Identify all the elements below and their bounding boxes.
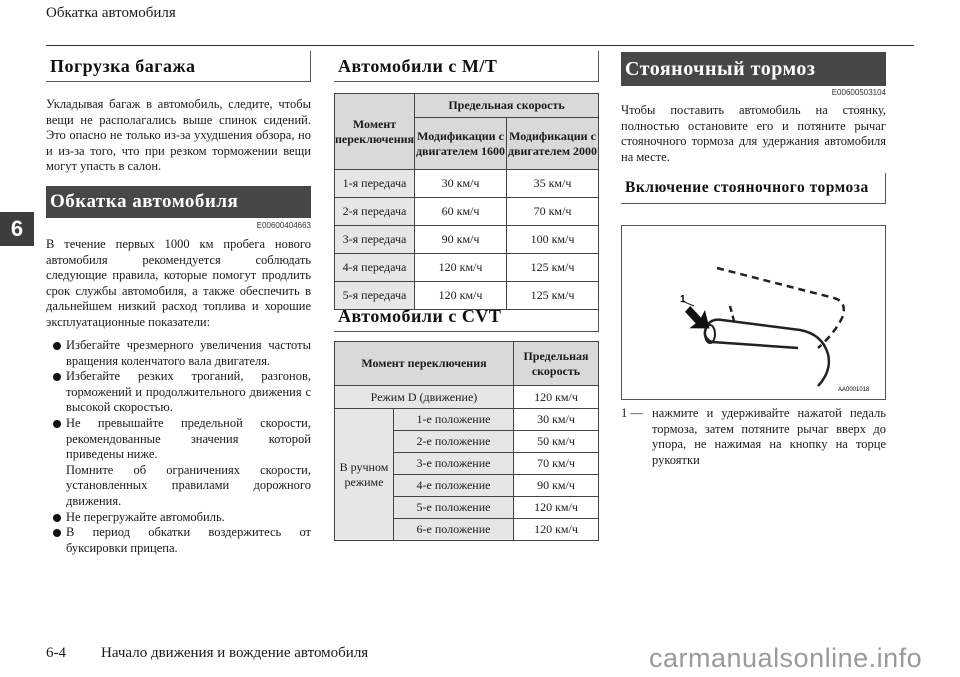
table-row	[335, 254, 599, 282]
cvt-cell-speed: 30 км/ч	[514, 409, 599, 431]
parking-lever-illustration	[622, 226, 885, 399]
heading-break-in: Обкатка автомобиля	[46, 186, 311, 218]
cvt-cell-speed: 50 км/ч	[514, 431, 599, 453]
mt-cell-1600: 60 км/ч	[415, 198, 507, 226]
bullet-dot	[53, 529, 61, 537]
lever-handle-lower	[705, 328, 798, 348]
mt-cell-1600: 120 км/ч	[415, 282, 507, 310]
mt-col-1600: Модификации с двигателем 1600	[415, 118, 507, 170]
heading-parking-brake: Стояночный тормоз	[621, 52, 886, 86]
parking-brake-figure	[621, 225, 886, 400]
cvt-cell-position: 2-е положение	[394, 431, 514, 453]
mt-speed-table	[334, 93, 599, 310]
bullet-text: Не превышайте предельной скорости, рекомендованные значения которой приведены ниже.	[66, 415, 311, 462]
bullet-text: Избегайте резких троганий, разгонов, торможений и продолжительного движения с высокой скоростью.	[66, 369, 311, 415]
cvt-cell-position: 6-е положение	[394, 519, 514, 541]
cvt-cell-position: 3-е положение	[394, 453, 514, 475]
table-row	[335, 198, 599, 226]
footer-section-title: Начало движения и вождение автомобиля	[101, 645, 369, 661]
mt-cell-2000: 125 км/ч	[507, 282, 599, 310]
lever-handle	[706, 320, 829, 386]
bullet-text: Не перегружайте автомобиль.	[66, 509, 225, 524]
table-row	[335, 409, 599, 431]
luggage-text: Укладывая багаж в автомобиль, следите, чтобы вещи не располагались выше спинок сидений. Это опасно не только из-за ухудшения обзора, но и из-за того, что при резком торможении вещи могут упасть в салон.	[46, 97, 311, 174]
watermark: carmanualsonline.info	[649, 643, 923, 673]
mt-cell-1600: 90 км/ч	[415, 226, 507, 254]
list-item	[46, 525, 311, 556]
cvt-cell-position: 4-е положение	[394, 475, 514, 497]
bullet-note: Помните об ограничениях скорости, установленных правилами дорожного движения.	[66, 462, 311, 508]
list-item	[46, 510, 311, 526]
break-in-code: E00600404663	[256, 221, 311, 230]
mt-cell-1600: 120 км/ч	[415, 254, 507, 282]
heading-luggage: Погрузка багажа	[46, 51, 311, 82]
list-item	[46, 369, 311, 416]
mt-col-moment: Момент переключения	[335, 94, 415, 170]
bullet-text: В период обкатки воздержитесь от буксировки прицепа.	[66, 525, 311, 555]
cvt-cell-position: 1-е положение	[394, 409, 514, 431]
mt-col-2000: Модификации с двигателем 2000	[507, 118, 599, 170]
lever-raised-outline-end	[730, 306, 734, 321]
bullet-dot	[53, 342, 61, 350]
parking-code: E00600503104	[831, 88, 886, 97]
table-row	[335, 386, 599, 409]
mt-cell-gear: 5-я передача	[335, 282, 415, 310]
mt-cell-2000: 70 км/ч	[507, 198, 599, 226]
cvt-cell-speed: 120 км/ч	[514, 497, 599, 519]
cvt-drive-speed: 120 км/ч	[514, 386, 599, 409]
chapter-tab: 6	[0, 212, 34, 246]
cvt-cell-speed: 70 км/ч	[514, 453, 599, 475]
table-row	[335, 170, 599, 198]
legend-text: нажмите и удерживайте нажатой педаль тормоза, затем потяните рычаг вверх до упора, не нажимая на кнопку на торце рукоятки	[652, 406, 886, 467]
mt-cell-2000: 100 км/ч	[507, 226, 599, 254]
mt-cell-2000: 35 км/ч	[507, 170, 599, 198]
bullet-dot	[53, 373, 61, 381]
bullet-text: Избегайте чрезмерного увеличения частоты вращения коленчатого вала двигателя.	[66, 338, 311, 368]
heading-cvt: Автомобили с CVT	[334, 301, 599, 332]
legend-number: 1 —	[621, 406, 643, 420]
heading-mt: Автомобили с M/T	[334, 51, 599, 82]
bullet-dot	[53, 420, 61, 428]
cvt-manual-mode: В ручном режиме	[335, 409, 394, 541]
mt-cell-gear: 4-я передача	[335, 254, 415, 282]
cvt-col-moment: Момент переключения	[335, 342, 514, 386]
lever-raised-outline	[717, 268, 844, 348]
mt-cell-gear: 3-я передача	[335, 226, 415, 254]
cvt-col-speed: Предельная скорость	[514, 342, 599, 386]
cvt-cell-speed: 120 км/ч	[514, 519, 599, 541]
header-divider	[46, 45, 914, 46]
break-in-text: В течение первых 1000 км пробега нового автомобиля рекомендуется соблюдать следующие правила, которые помогут продлить срок службы автомобиля, а также обеспечить в дальнейшем низкий расход топлива и хорошие эксплуатационные показатели:	[46, 237, 311, 329]
heading-engage-brake: Включение стояночного тормоза	[621, 173, 886, 204]
mt-cell-2000: 125 км/ч	[507, 254, 599, 282]
break-in-rules	[46, 338, 311, 556]
cvt-cell-speed: 90 км/ч	[514, 475, 599, 497]
pull-up-arrow-icon	[684, 304, 709, 332]
callout-number: 1	[680, 294, 686, 305]
bullet-dot	[53, 514, 61, 522]
mt-col-speed: Предельная скорость	[415, 94, 599, 118]
cvt-drive-mode: Режим D (движение)	[335, 386, 514, 409]
running-header: Обкатка автомобиля	[46, 5, 176, 21]
list-item	[46, 416, 311, 510]
figure-code: AA0001018	[838, 387, 870, 393]
mt-cell-gear: 1-я передача	[335, 170, 415, 198]
cvt-cell-position: 5-е положение	[394, 497, 514, 519]
page-number: 6-4	[46, 645, 66, 661]
mt-cell-1600: 30 км/ч	[415, 170, 507, 198]
table-row	[335, 226, 599, 254]
mt-cell-gear: 2-я передача	[335, 198, 415, 226]
parking-text: Чтобы поставить автомобиль на стоянку, полностью остановите его и потяните рычаг стояночного тормоза для удержания автомобиля на месте.	[621, 103, 886, 164]
list-item	[46, 338, 311, 369]
cvt-speed-table	[334, 341, 599, 541]
